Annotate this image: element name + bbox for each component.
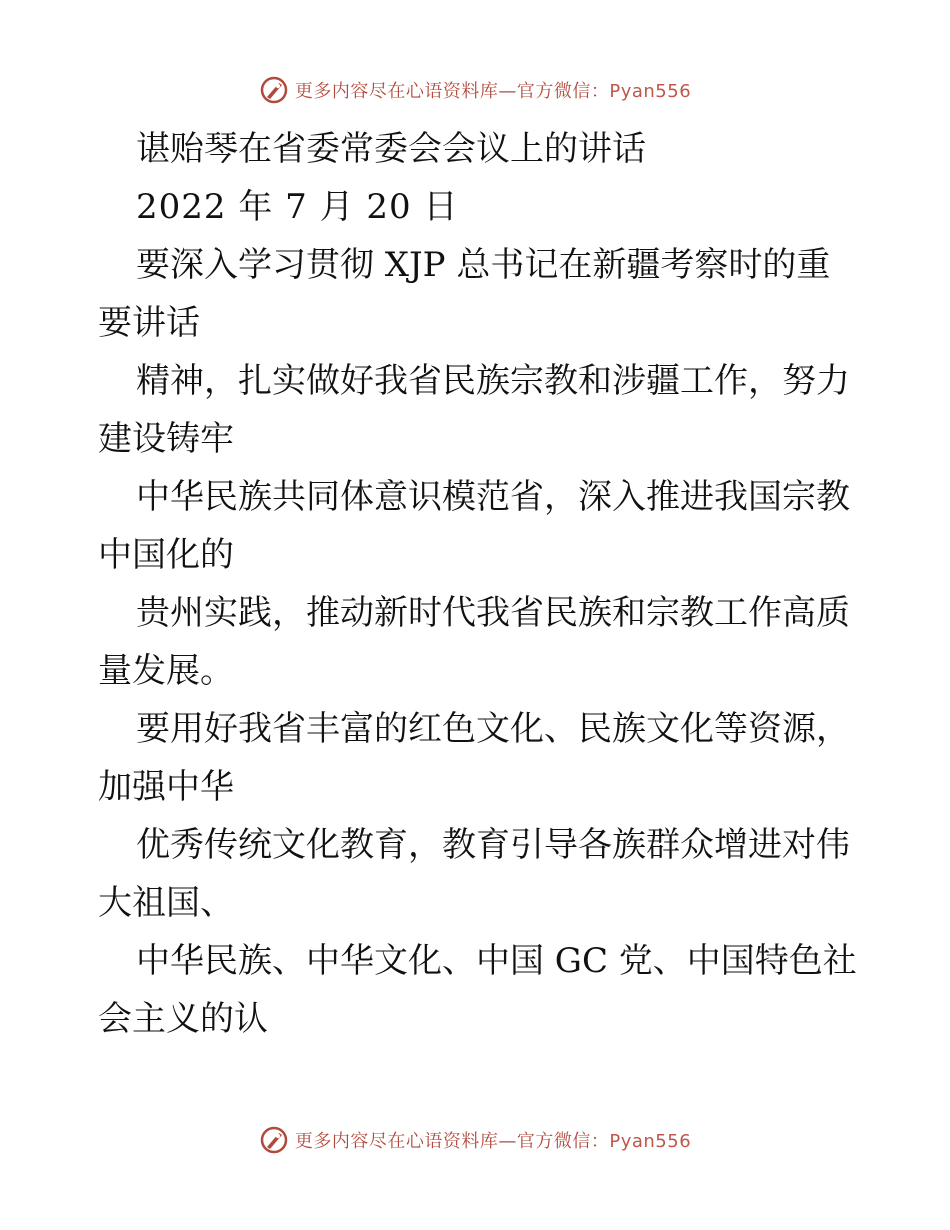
text-line: 会主义的认	[98, 999, 268, 1039]
text-line: 要深入学习贯彻 XJP 总书记在新疆考察时的重	[136, 245, 831, 285]
text-line: 中国化的	[98, 535, 234, 575]
document-paragraphs	[98, 236, 858, 1048]
text-line: 中华民族、中华文化、中国 GC 党、中国特色社	[136, 941, 857, 981]
quill-logo-icon	[259, 1125, 289, 1155]
watermark-text: 更多内容尽在心语资料库—官方微信：Pyan556	[294, 1131, 692, 1152]
text-line: 量发展。	[98, 651, 234, 691]
wechat-id: Pyan556	[609, 1131, 692, 1152]
quill-logo-icon	[259, 75, 289, 105]
text-line: 优秀传统文化教育，教育引导各族群众增进对伟	[136, 825, 850, 865]
text-line: 中华民族共同体意识模范省，深入推进我国宗教	[136, 477, 850, 517]
text-line: 加强中华	[98, 767, 234, 807]
text-line: 要用好我省丰富的红色文化、民族文化等资源，	[136, 709, 850, 749]
text-line: 大祖国、	[98, 883, 234, 923]
footer-watermark	[0, 1122, 950, 1158]
header-watermark	[0, 72, 950, 108]
text-line: 建设铸牢	[98, 419, 234, 459]
watermark-text: 更多内容尽在心语资料库—官方微信：Pyan556	[294, 81, 692, 102]
document-title: 谌贻琴在省委常委会会议上的讲话	[136, 129, 646, 169]
text-line: 精神，扎实做好我省民族宗教和涉疆工作，努力	[136, 361, 850, 401]
document-body	[98, 120, 858, 1048]
wechat-id: Pyan556	[609, 81, 692, 102]
text-line: 要讲话	[98, 303, 200, 343]
document-date: 2022 年 7 月 20 日	[136, 187, 459, 227]
text-line: 贵州实践，推动新时代我省民族和宗教工作高质	[136, 593, 850, 633]
